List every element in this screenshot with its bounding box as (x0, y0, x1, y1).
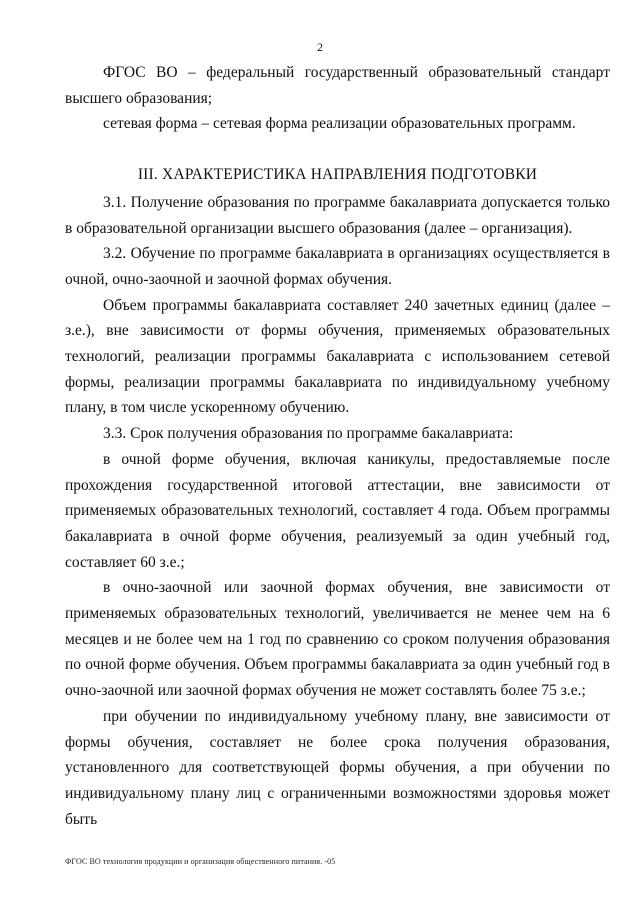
definition-fgos: ФГОС ВО – федеральный государственный образовательный стандарт высшего образования; (65, 64, 610, 107)
paragraph-program-volume: Объем программы бакалавриата составляет 240 зачетных единиц (далее – з.е.), вне зависимости от формы обучения, применяемых образовательных технологий, реализации программы бакалавриата с использованием сетевой формы, реализации программы бакалавриата по индивидуальному учебному плану, в том числе ускоренному обучению. (65, 296, 610, 417)
page-footer: ФГОС ВО технология продукции и организация общественного питания. -05 (65, 857, 336, 866)
paragraph-3-3: 3.3. Срок получения образования по программе бакалавриата: (103, 425, 514, 443)
page-number: 2 (317, 40, 323, 54)
document-body (65, 60, 610, 832)
paragraph-individual-plan: при обучении по индивидуальному учебному плану, вне зависимости от формы обучения, составляет не более срока получения образования, установленного для соответствующей формы обучения, а при обучении по индивидуальному плану лиц с ограниченными возможностями здоровья может быть (65, 707, 610, 828)
paragraph-3-2: 3.2. Обучение по программе бакалавриата в организациях осуществляется в очной, очно-заочной и заочной формах обучения. (65, 245, 610, 288)
section-heading: III. ХАРАКТЕРИСТИКА НАПРАВЛЕНИЯ ПОДГОТОВКИ (137, 166, 538, 184)
paragraph-part-time: в очно-заочной или заочной формах обучения, вне зависимости от применяемых образовательных технологий, увеличивается не менее чем на 6 месяцев и не более чем на 1 год по сравнению со сроком получения образования по очной форме обучения. Объем программы бакалавриата за один учебный год в очно-заочной или заочной формах обучения не может составлять более 75 з.е.; (65, 579, 610, 700)
definition-network-form: сетевая форма – сетевая форма реализации образовательных программ. (103, 115, 576, 133)
paragraph-3-1: 3.1. Получение образования по программе бакалавриата допускается только в образовательной организации высшего образования (далее – организация). (65, 193, 610, 237)
paragraph-full-time: в очной форме обучения, включая каникулы, предоставляемые после прохождения государственной итоговой аттестации, вне зависимости от применяемых образовательных технологий, составляет 4 года. Объем программы бакалавриата в очной форме обучения, реализуемый за один учебный год, составляет 60 з.е.; (65, 450, 610, 571)
